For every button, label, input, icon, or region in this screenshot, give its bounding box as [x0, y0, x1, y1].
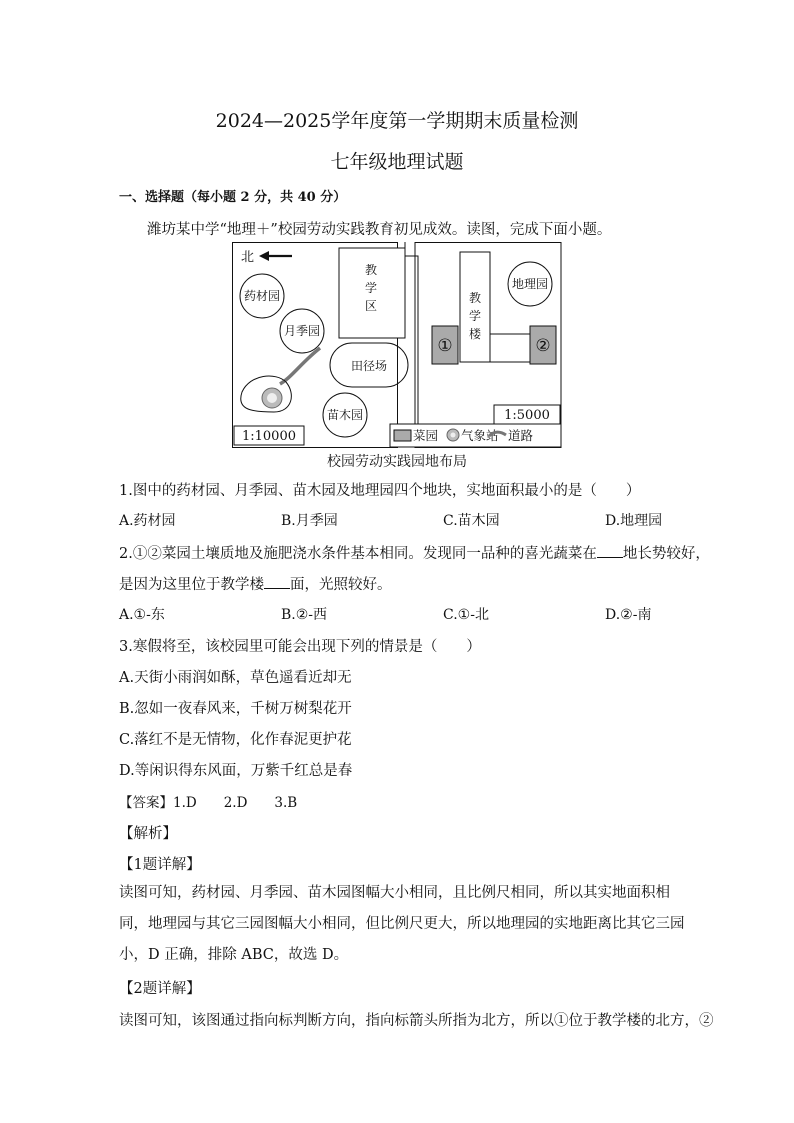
svg-text:区: 区 — [364, 299, 378, 313]
scale-right: 1:5000 — [504, 408, 550, 423]
q2-option-c: C.①-北 — [443, 607, 489, 623]
svg-text:学: 学 — [364, 281, 378, 295]
analysis-heading: 【解析】 — [119, 826, 177, 842]
legend-veg-icon — [394, 430, 411, 441]
q2-option-a: A.①-东 — [119, 607, 165, 623]
q2-option-d: D.②-南 — [605, 607, 652, 623]
svg-text:教: 教 — [364, 263, 378, 277]
q1-option-d: D.地理园 — [605, 513, 663, 529]
map-caption: 校园劳动实践园地布局 — [327, 454, 467, 470]
q2-stem-line1: 2.①②菜园土壤质地及施肥浇水条件基本相同。发现同一品种的喜光蔬菜在 地长势较好， — [119, 546, 710, 562]
north-label: 北 — [241, 250, 255, 265]
q2-blank-2 — [264, 576, 290, 589]
q1-option-b: B.月季园 — [281, 513, 338, 529]
q1-option-a: A.药材园 — [119, 513, 176, 529]
q2-option-b: B.②-西 — [281, 607, 328, 623]
q1-option-c: C.苗木园 — [443, 513, 500, 529]
page-title-line1: 2024—2025学年度第一学期期末质量检测 — [215, 110, 579, 132]
svg-text:道路: 道路 — [508, 428, 534, 443]
intro-text: 潍坊某中学“地理＋”校园劳动实践教育初见成效。读图，完成下面小题。 — [147, 222, 612, 238]
svg-text:气象站: 气象站 — [461, 428, 499, 443]
svg-text:①: ① — [437, 336, 453, 356]
q3-stem: 3.寒假将至，该校园里可能会出现下列的情景是（ ） — [119, 639, 481, 655]
svg-text:②: ② — [535, 336, 551, 356]
q3-option-c: C.落红不是无情物，化作春泥更护花 — [119, 732, 352, 748]
weather-station-icon — [262, 388, 282, 408]
q2-blank-1 — [597, 545, 623, 558]
svg-text:楼: 楼 — [468, 327, 482, 341]
q1-stem: 1.图中的药材园、月季园、苗木园及地理园四个地块，实地面积最小的是（ ） — [119, 483, 641, 499]
q3-option-a: A.天街小雨润如酥，草色遥看近却无 — [119, 670, 352, 686]
answer-line: 【答案】1.D 2.D 3.B — [119, 795, 298, 811]
svg-text:田径场: 田径场 — [350, 359, 388, 373]
q3-option-d: D.等闲识得东风面，万紫千红总是春 — [119, 763, 353, 779]
detail-1-text: 读图可知，药材园、月季园、苗木园图幅大小相同，且比例尺相同，所以其实地面积相同，地理园与其它三园图幅大小相同，但比例尺更大，所以地理园的实地距离比其它三园小，D 正确，排除 ABC，故选 D。 — [119, 885, 685, 963]
detail-2-text: 读图可知，该图通过指向标判断方向，指向标箭头所指为北方，所以①位于教学楼的北方，② — [119, 1013, 714, 1029]
svg-text:学: 学 — [468, 309, 482, 323]
section-heading: 一、选择题（每小题 2 分，共 40 分） — [119, 190, 347, 205]
campus-map — [232, 242, 562, 448]
svg-text:菜园: 菜园 — [413, 428, 439, 443]
svg-text:教: 教 — [468, 291, 482, 305]
legend-station-icon — [447, 429, 459, 441]
north-arrow-icon — [259, 251, 292, 261]
q2-stem-line2: 是因为这里位于教学楼 面，光照较好。 — [119, 577, 392, 593]
page-title-line2: 七年级地理试题 — [330, 151, 464, 173]
detail-2-heading: 【2题详解】 — [119, 981, 201, 997]
svg-text:地理园: 地理园 — [511, 277, 549, 291]
q3-option-b: B.忽如一夜春风来，千树万树梨花开 — [119, 701, 352, 717]
teaching-building — [460, 252, 490, 362]
detail-1-heading: 【1题详解】 — [119, 857, 201, 873]
svg-text:药材园: 药材园 — [243, 289, 281, 303]
svg-text:苗木园: 苗木园 — [326, 408, 364, 422]
scale-left: 1:10000 — [241, 429, 297, 444]
svg-text:月季园: 月季园 — [283, 324, 321, 338]
